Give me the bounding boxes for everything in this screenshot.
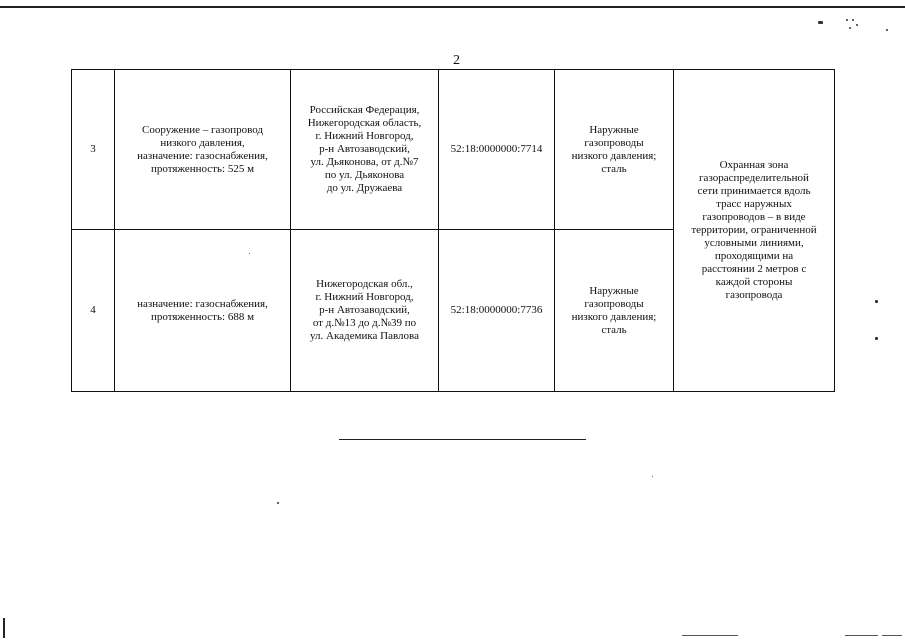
object-description-cell: Сооружение – газопровод низкого давления, назначение: газоснабжения, протяженность: 525 м <box>115 70 291 230</box>
cadastral-number-cell: 52:18:0000000:7714 <box>439 70 555 230</box>
table-row <box>72 70 835 230</box>
scan-footer-mark <box>682 635 738 636</box>
scan-speck <box>846 19 848 21</box>
scan-speck <box>875 300 878 303</box>
scan-speck <box>849 27 851 29</box>
scan-speck <box>277 502 279 504</box>
scan-edge-mark <box>3 618 5 638</box>
scan-speck <box>852 19 854 21</box>
gas-pipeline-registry-table <box>71 69 835 392</box>
scan-footer-mark <box>845 635 878 636</box>
protection-zone-cell: Охранная зона газораспределительной сети принимается вдоль трасс наружных газопроводов – в виде территории, ограниченной условными линиями, проходящими на расстоянии 2 метров с каждой стороны газопровода <box>674 70 835 392</box>
end-of-document-rule <box>339 439 586 440</box>
scan-speck <box>652 476 653 477</box>
object-location-cell: Нижегородская обл., г. Нижний Новгород, р-н Автозаводский, от д.№13 до д.№39 по ул. Академика Павлова <box>291 230 439 392</box>
object-location-cell: Российская Федерация, Нижегородская область, г. Нижний Новгород, р-н Автозаводский, ул. Дьяконова, от д.№7 по ул. Дьяконова до ул. Дружаева <box>291 70 439 230</box>
scan-speck <box>856 24 858 26</box>
scan-speck <box>886 29 888 31</box>
cadastral-number-cell: 52:18:0000000:7736 <box>439 230 555 392</box>
row-number-cell: 4 <box>72 230 115 392</box>
scan-speck <box>875 337 878 340</box>
scan-speck <box>818 21 823 24</box>
pipeline-type-cell: Наружные газопроводы низкого давления; сталь <box>555 70 674 230</box>
pipeline-type-cell: Наружные газопроводы низкого давления; сталь <box>555 230 674 392</box>
page-number: 2 <box>453 53 460 68</box>
scan-footer-mark <box>882 635 902 636</box>
row-number-cell: 3 <box>72 70 115 230</box>
scan-top-border <box>0 6 905 8</box>
object-description-cell: назначение: газоснабжения, протяженность: 688 м <box>115 230 291 392</box>
